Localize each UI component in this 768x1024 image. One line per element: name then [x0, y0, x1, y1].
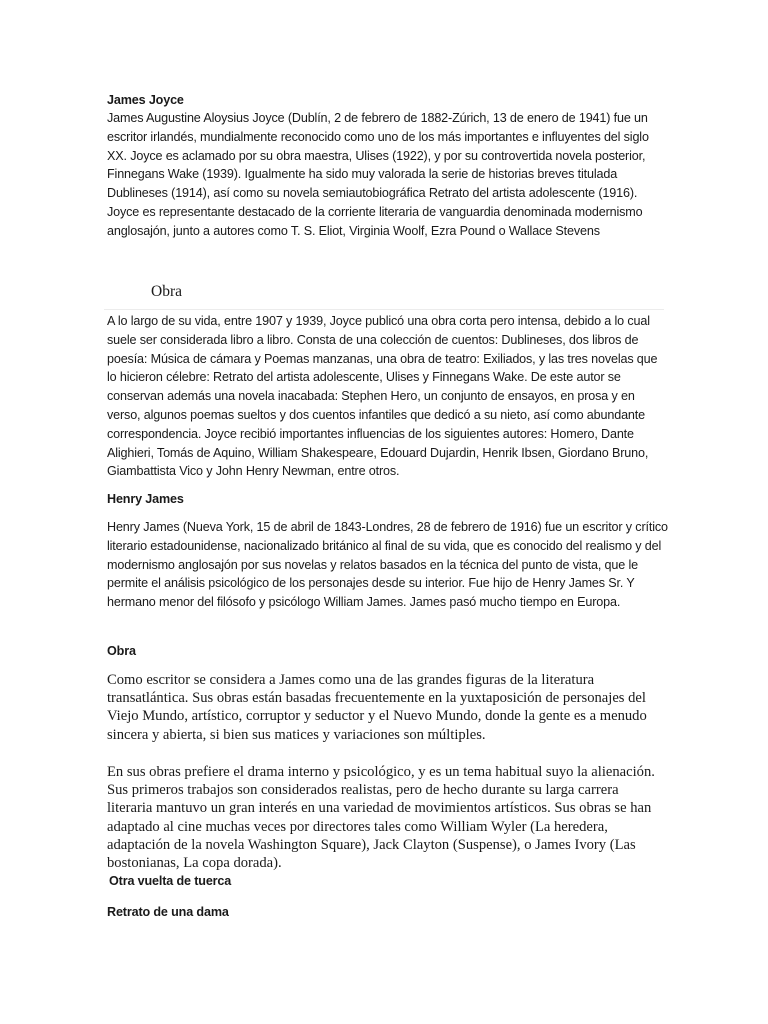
heading-divider — [104, 309, 664, 310]
work-title-otra-vuelta-de-tuerca: Otra vuelta de tuerca — [109, 874, 232, 888]
paragraph-james-joyce-bio: James Augustine Aloysius Joyce (Dublín, 2 de febrero de 1882-Zúrich, 13 de enero de 1941) fue un escritor irlandés, mundialmente reconocido como uno de los más importantes e influyentes del siglo XX. Joyce es aclamado por su obra maestra, Ulises (1922), y por su controvertida novela posterior, Finnegans Wake (1939). Igualmente ha sido muy valorada la serie de historias breves titulada Dublineses (1914), así como su novela semiautobiográfica Retrato del artista adolescente (1916). Joyce es representante destacado de la corriente literaria de vanguardia denominada modernismo anglosajón, junto a autores como T. S. Eliot, Virginia Woolf, Ezra Pound o Wallace Stevens — [107, 111, 649, 238]
paragraph-joyce-obra: A lo largo de su vida, entre 1907 y 1939, Joyce publicó una obra corta pero intensa, debido a lo cual suele ser considerada libro a libro. Consta de una colección de cuentos: Dublineses, dos libros de poesía: Música de cámara y Poemas manzanas, una obra de teatro: Exiliados, y las tres novelas que lo hicieron célebre: Retrato del artista adolescente, Ulises y Finnegans Wake. De este autor se conservan además una novela inacabada: Stephen Hero, un conjunto de ensayos, en prosa y en verso, algunos poemas sueltos y dos cuentos infantiles que dedicó a su nieto, así como abundante correspondencia. Joyce recibió importantes influencias de los siguientes autores: Homero, Dante Alighieri, Tomás de Aquino, William Shakespeare, Edouard Dujardin, Henrik Ibsen, Giordano Bruno, Giambattista Vico y John Henry Newman, entre otros. — [107, 314, 658, 479]
paragraph-henry-james-bio: Henry James (Nueva York, 15 de abril de 1843-Londres, 28 de febrero de 1916) fue un escritor y crítico literario estadounidense, nacionalizado británico al final de su vida, que es conocido del realismo y del modernismo anglosajón por sus novelas y relatos basados en la técnica del punto de vista, que le permite el análisis psicológico de los personajes desde su interior. Fue hijo de Henry James Sr. Y hermano menor del filósofo y psicólogo William James. James pasó mucho tiempo en Europa. — [107, 520, 668, 610]
paragraph-henry-obra-2: En sus obras prefiere el drama interno y psicológico, y es un tema habitual suyo la alienación. Sus primeros trabajos son considerados realistas, pero de hecho durante su larga carrera literaria mantuvo un gran interés en una variedad de movimientos artísticos. Sus obras se han adaptado al cine muchas veces por directores tales como William Wyler (La heredera, adaptación de la novela Washington Square), Jack Clayton (Suspense), o James Ivory (Las bostonianas, La copa dorada). — [107, 764, 655, 872]
section-heading-henry-obra: Obra — [107, 644, 136, 658]
section-heading-james-joyce: James Joyce — [107, 93, 184, 107]
paragraph-henry-obra-1: Como escritor se considera a James como una de las grandes figuras de la literatura transatlántica. Sus obras están basadas frecuentemente en la yuxtaposición de personajes del Viejo Mundo, artístico, corruptor y seductor y el Nuevo Mundo, donde la gente es a menudo sincera y abierta, si bien sus matices y variaciones son múltiples. — [107, 672, 647, 743]
work-title-retrato-de-una-dama: Retrato de una dama — [107, 905, 229, 919]
section-heading-henry-james: Henry James — [107, 492, 184, 506]
section-heading-joyce-obra: Obra — [151, 283, 182, 300]
